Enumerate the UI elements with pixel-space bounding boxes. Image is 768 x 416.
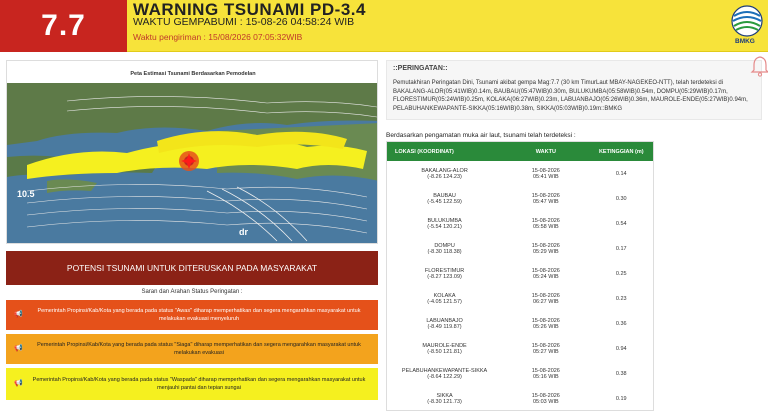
table-row (387, 261, 653, 286)
map-graphic (7, 61, 378, 244)
cell-time (502, 218, 589, 230)
cell-location (387, 168, 502, 180)
cell-height: 0.54 (615, 220, 627, 227)
col-height: KETINGGIAN (m) (598, 148, 644, 155)
earthquake-time: WAKTU GEMPABUMI : 15-08-26 04:58:24 WIB (133, 16, 355, 28)
location-name: BULUKUMBA (427, 217, 462, 224)
logo-text: BMKG (735, 38, 755, 45)
cell-height: 0.25 (615, 270, 627, 277)
location-coord: (-8.27 123.09) (427, 273, 462, 280)
megaphone-icon: 📢 (14, 345, 23, 352)
obs-date: 15-08-2026 (531, 392, 560, 399)
obs-date: 15-08-2026 (531, 167, 560, 174)
table-row (387, 161, 653, 186)
location-coord: (-8.64 122.29) (427, 373, 462, 380)
location-name: KOLAKA (433, 292, 456, 299)
table-row (387, 386, 653, 411)
map-label-depth: 10.5 (17, 189, 35, 199)
col-time: WAKTU (535, 148, 556, 155)
obs-time: 05:27 WIB (532, 348, 559, 355)
cell-time (502, 368, 589, 380)
table-row (387, 361, 653, 386)
cell-location (387, 318, 502, 330)
cell-time (502, 318, 589, 330)
map-title: Peta Estimasi Tsunami Berdasarkan Pemodelan (130, 71, 256, 77)
sent-time: Waktu pengiriman : 15/08/2026 07:05:32WIB (133, 32, 303, 42)
cell-height: 0.19 (615, 395, 627, 402)
cell-height: 0.38 (615, 370, 627, 377)
magnitude-badge: 7.7 (0, 0, 127, 52)
obs-date: 15-08-2026 (531, 367, 560, 374)
cell-height: 0.30 (615, 195, 627, 202)
table-header (387, 142, 653, 161)
obs-date: 15-08-2026 (531, 292, 560, 299)
table-row (387, 286, 653, 311)
cell-height: 0.23 (615, 295, 627, 302)
page-title: WARNING TSUNAMI PD-3.4 (133, 0, 366, 19)
cell-time (502, 343, 589, 355)
location-name: LABUANBAJO (426, 317, 463, 324)
obs-date: 15-08-2026 (531, 342, 560, 349)
obs-date: 15-08-2026 (531, 192, 560, 199)
col-location: LOKASI (KOORDINAT) (395, 148, 454, 155)
obs-time: 05:58 WIB (532, 223, 559, 230)
location-coord: (-5.54 120.21) (427, 223, 462, 230)
cell-time (502, 193, 589, 205)
obs-date: 15-08-2026 (531, 242, 560, 249)
megaphone-icon: 📢 (14, 311, 23, 318)
status-awas-text: Pemerintah Propinsi/Kab/Kota yang berada pada status "Awas" diharap memperhatikan dan segera mengarahkan masyarakat untuk melakukan evakuasi menyeluruh (37, 308, 361, 322)
cell-time (502, 243, 589, 255)
obs-time: 05:16 WIB (532, 373, 559, 380)
location-coord: (-8.26 124.23) (427, 173, 462, 180)
warning-heading: ::PERINGATAN:: (393, 65, 448, 72)
cell-location (387, 268, 502, 280)
location-name: BAUBAU (433, 192, 456, 199)
location-name: BAKALANG-ALOR (421, 167, 468, 174)
cell-location (387, 368, 502, 380)
cell-location (387, 393, 502, 405)
location-name: DOMPU (434, 242, 455, 249)
alert-bell-icon (750, 55, 768, 77)
obs-date: 15-08-2026 (531, 267, 560, 274)
cell-time (502, 168, 589, 180)
table-row (387, 311, 653, 336)
megaphone-icon: 📢 (14, 380, 23, 387)
location-name: MAUROLE-ENDE (422, 342, 467, 349)
guidance-title: Saran dan Arahan Status Peringatan : (141, 289, 243, 295)
cell-location (387, 293, 502, 305)
observations-title: Berdasarkan pengamatan muka air laut, tsunami telah terdeteksi : (386, 132, 576, 139)
location-coord: (-8.30 118.38) (427, 248, 462, 255)
potential-banner: POTENSI TSUNAMI UNTUK DITERUSKAN PADA MASYARAKAT (6, 251, 378, 285)
location-name: SIKKA (436, 392, 453, 399)
status-siaga (6, 334, 378, 364)
location-coord: (-8.49 119.87) (427, 323, 462, 330)
table-row (387, 336, 653, 361)
obs-date: 15-08-2026 (531, 317, 560, 324)
status-waspada-text: Pemerintah Propinsi/Kab/Kota yang berada pada status "Waspada" diharap memperhatikan dan segera mengarahkan masyarakat untuk menjauhi pantai dan tepian sungai (32, 377, 366, 391)
tsunami-map[interactable] (6, 60, 378, 244)
warning-box (386, 60, 762, 120)
obs-time: 05:24 WIB (532, 273, 559, 280)
location-name: FLORESTIMUR (424, 267, 465, 274)
cell-time (502, 393, 589, 405)
cell-time (502, 268, 589, 280)
obs-time: 06:27 WIB (532, 298, 559, 305)
table-row (387, 186, 653, 211)
status-awas (6, 300, 378, 330)
table-row (387, 236, 653, 261)
obs-time: 05:26 WIB (532, 323, 559, 330)
location-coord: (-8.30 121.73) (427, 398, 462, 405)
cell-height: 0.17 (615, 245, 627, 252)
obs-time: 05:41 WIB (532, 173, 559, 180)
cell-time (502, 293, 589, 305)
location-name: PELABUHANKEWAPANTE-SIKKA (401, 367, 488, 374)
observations-table (386, 141, 654, 411)
location-coord: (-8.50 121.81) (427, 348, 462, 355)
left-panel (6, 60, 378, 412)
warning-body: Pemutakhiran Peringatan Dini, Tsunami akibat gempa Mag:7.7 (30 km TimurLaut MBAY-NAGEKEO-NTT), telah terdeteksi di BAKALANG-ALOR(05:41WIB)0.14m, BAUBAU(05:47WIB)0.30m, BULUKUMBA(05:58WIB)0.54m, DOMPU(05:29WIB)0.17m, FLORESTIMUR(05:24WIB)0.25m, KOLAKA(06:27WIB)0.23m, LABUANBAJO(05:26WIB)0.36m, MAUROLE-ENDE(05:27WIB)0.94m, PELABUHANKEWAPANTE-SIKKA(05:16WIB)0.38m, SIKKA(05:03WIB)0.19m::BMKG (393, 80, 748, 112)
location-coord: (-5.45 122.59) (427, 198, 462, 205)
obs-date: 15-08-2026 (531, 217, 560, 224)
cell-height: 0.14 (615, 170, 627, 177)
cell-height: 0.36 (615, 320, 627, 327)
cell-height: 0.94 (615, 345, 627, 352)
alert-header (0, 0, 768, 52)
status-waspada (6, 368, 378, 400)
cell-location (387, 193, 502, 205)
obs-time: 05:29 WIB (532, 248, 559, 255)
cell-location (387, 218, 502, 230)
location-coord: (-4.05 121.57) (427, 298, 462, 305)
map-label-text: dr (239, 227, 248, 237)
obs-time: 05:03 WIB (532, 398, 559, 405)
obs-time: 05:47 WIB (532, 198, 559, 205)
cell-location (387, 243, 502, 255)
cell-location (387, 343, 502, 355)
table-row (387, 211, 653, 236)
status-siaga-text: Pemerintah Propinsi/Kab/Kota yang berada pada status "Siaga" diharap memperhatikan dan segera mengarahkan masyarakat untuk melakukan evakuasi (37, 342, 361, 356)
